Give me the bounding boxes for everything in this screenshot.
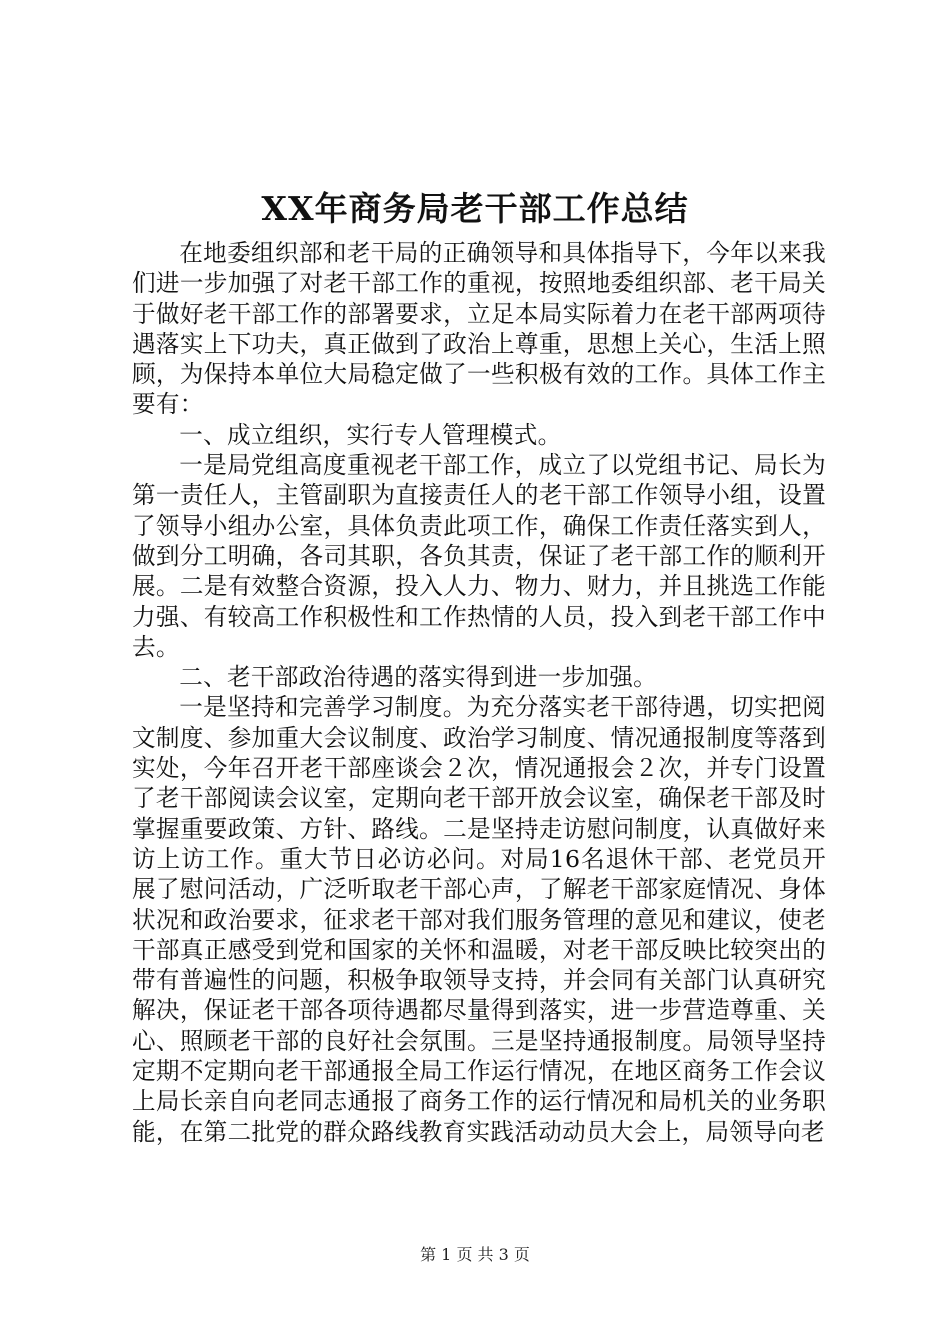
section-1-paragraph: 一是局党组高度重视老干部工作，成立了以党组书记、局长为第一责任人，主管副职为直接责任人的老干部工作领导小组，设置了领导小组办公室，具体负责此项工作，确保工作责任落实到人，做到分工明确，各司其职，各负其责，保证了老干部工作的顺利开展。二是有效整合资源，投入人力、物力、财力，并且挑选工作能力强、有较高工作积极性和工作热情的人员，投入到老干部工作中去。 xyxy=(132,451,826,661)
section-heading-1: 一、成立组织，实行专人管理模式。 xyxy=(179,420,562,449)
section-2-paragraph: 一是坚持和完善学习制度。为充分落实老干部待遇，切实把阅文制度、参加重大会议制度、政治学习制度、情况通报制度等落到实处，今年召开老干部座谈会２次，情况通报会２次，并专门设置了老干部阅读会议室，定期向老干部开放会议室，确保老干部及时掌握重要政策、方针、路线。二是坚持走访慰问制度，认真做好来访上访工作。重大节日必访必问。对局16名退休干部、老党员开展了慰问活动，广泛听取老干部心声，了解老干部家庭情况、身体状况和政治要求，征求老干部对我们服务管理的意见和建议，使老干部真正感受到党和国家的关怀和温暖，对老干部反映比较突出的带有普遍性的问题，积极争取领导支持，并会同有关部门认真研究解决，保证老干部各项待遇都尽量得到落实，进一步营造尊重、关心、照顾老干部的良好社会氛围。三是坚持通报制度。局领导坚持定期不定期向老干部通报全局工作运行情况，在地区商务工作会议上局长亲自向老同志通报了商务工作的运行情况和局机关的业务职能，在第二批党的群众路线教育实践活动动员大会上，局领导向老 xyxy=(132,693,826,1146)
document-title: XX年商务局老干部工作总结 xyxy=(261,189,689,228)
document-body xyxy=(132,238,826,1147)
page-footer: 第 1 页 共 3 页 xyxy=(420,1245,530,1264)
section-heading-2: 二、老干部政治待遇的落实得到进一步加强。 xyxy=(179,663,658,692)
intro-paragraph: 在地委组织部和老干局的正确领导和具体指导下，今年以来我们进一步加强了对老干部工作的重视，按照地委组织部、老干局关于做好老干部工作的部署要求，立足本局实际着力在老干部两项待遇落实上下功夫，真正做到了政治上尊重，思想上关心，生活上照顾，为保持本单位大局稳定做了一些积极有效的工作。具体工作主要有： xyxy=(132,239,826,419)
